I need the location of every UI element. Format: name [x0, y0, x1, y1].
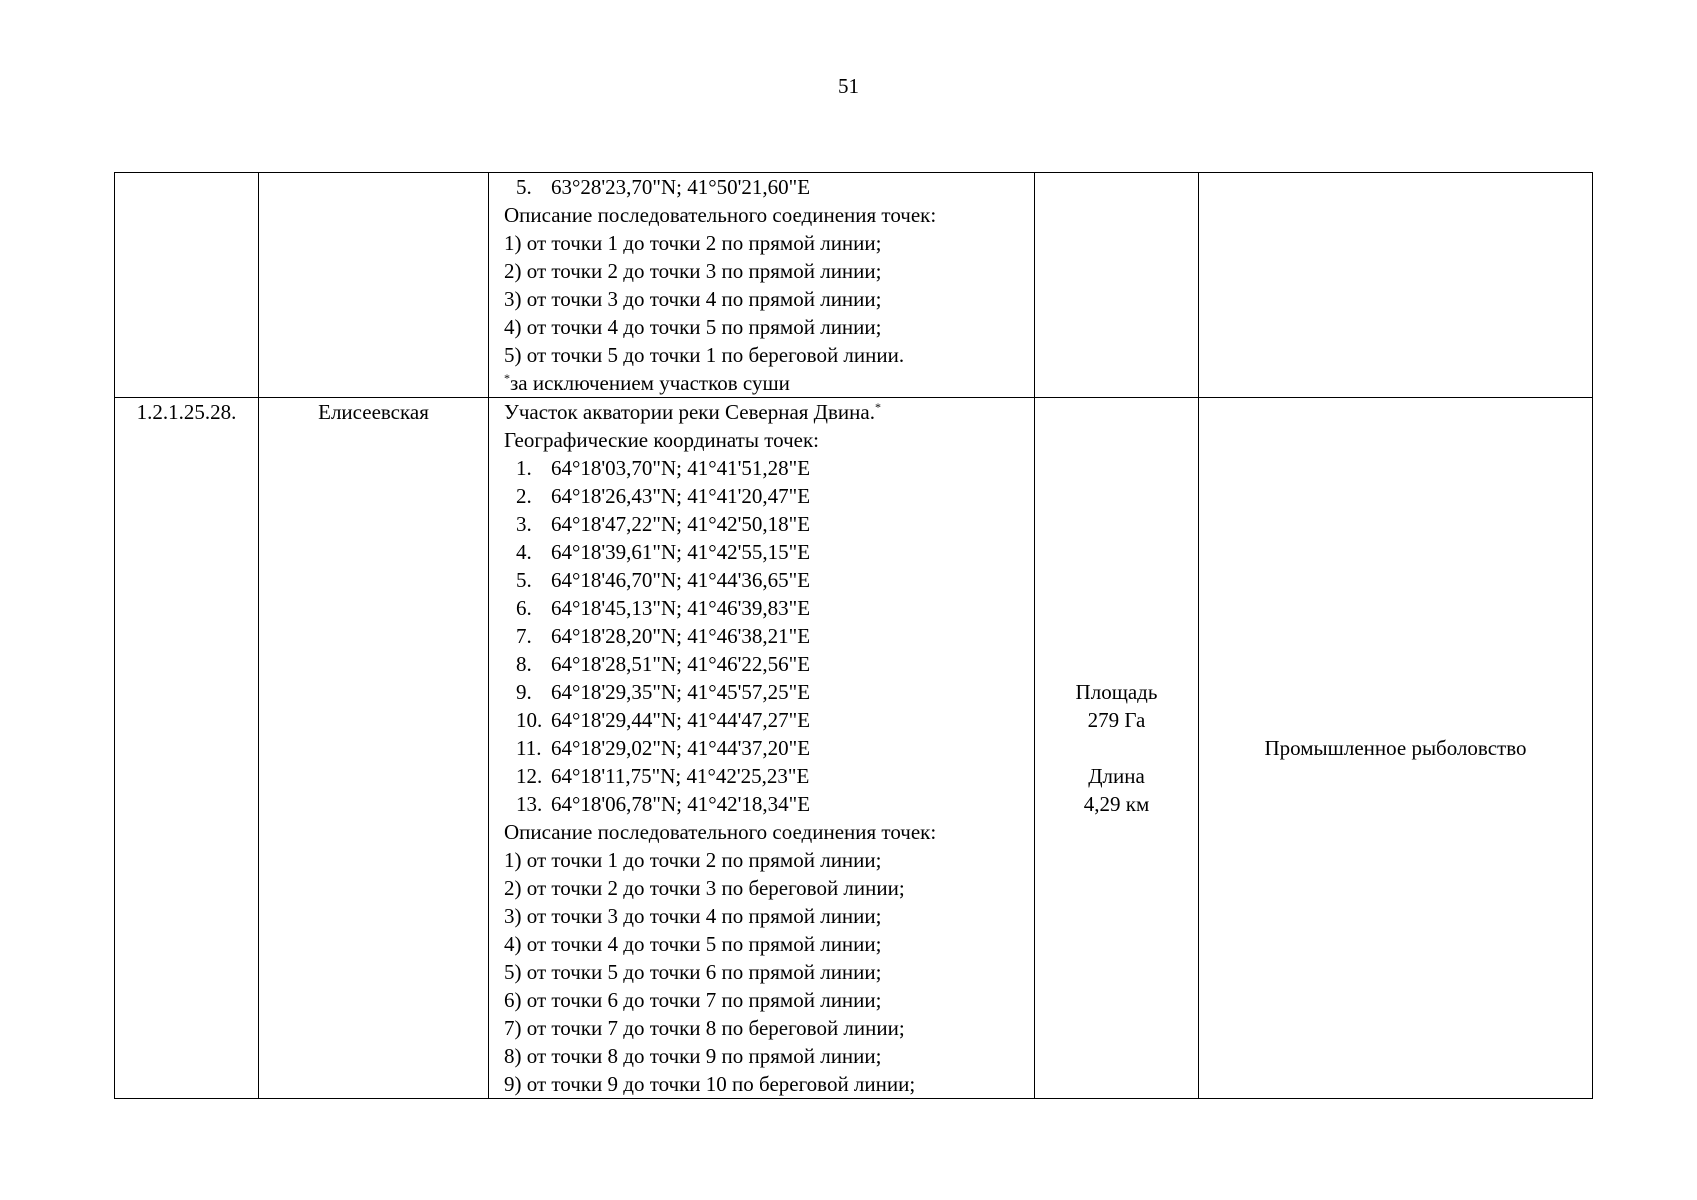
connection-line: 6) от точки 6 до точки 7 по прямой линии; [504, 988, 882, 1012]
area-label: Площадь [1075, 680, 1158, 704]
area-code: 1.2.1.25.28. [136, 400, 237, 424]
coordinate-line: 9. 64°18'29,35"N; 41°45'57,25"E [516, 680, 811, 704]
connection-line: 2) от точки 2 до точки 3 по береговой линии; [504, 876, 905, 900]
cell-name [259, 398, 489, 1099]
connection-line: 3) от точки 3 до точки 4 по прямой линии; [504, 287, 882, 311]
page-number: 51 [838, 74, 859, 98]
coordinate-line: 3. 64°18'47,22"N; 41°42'50,18"E [516, 512, 811, 536]
coordinate-list [489, 454, 1034, 818]
connection-line: 3) от точки 3 до точки 4 по прямой линии; [504, 904, 882, 928]
length-value: 4,29 км [1083, 792, 1150, 816]
coordinate-line: 2. 64°18'26,43"N; 41°41'20,47"E [516, 484, 811, 508]
connection-line: 5) от точки 5 до точки 6 по прямой линии; [504, 960, 882, 984]
cell-type [1199, 398, 1593, 1099]
footnote: *за исключением участков суши [504, 371, 790, 395]
cell-description [489, 173, 1035, 398]
description-title: Участок акватории реки Северная Двина.* [504, 400, 881, 424]
coordinate-line: 10. 64°18'29,44"N; 41°44'47,27"E [516, 708, 811, 732]
connection-line: 4) от точки 4 до точки 5 по прямой линии; [504, 315, 882, 339]
coordinate-line: 13. 64°18'06,78"N; 41°42'18,34"E [516, 792, 811, 816]
coordinate-line: 12. 64°18'11,75"N; 41°42'25,23"E [516, 764, 810, 788]
area-name: Елисеевская [318, 400, 429, 424]
connection-line: 2) от точки 2 до точки 3 по прямой линии; [504, 259, 882, 283]
connection-line: 1) от точки 1 до точки 2 по прямой линии; [504, 848, 882, 872]
coordinate-line: 8. 64°18'28,51"N; 41°46'22,56"E [516, 652, 811, 676]
connection-line: 5) от точки 5 до точки 1 по береговой линии. [504, 343, 905, 367]
coordinate-line: 5. 64°18'46,70"N; 41°44'36,65"E [516, 568, 811, 592]
connection-line: 1) от точки 1 до точки 2 по прямой линии; [504, 231, 882, 255]
connection-line: 7) от точки 7 до точки 8 по береговой линии; [504, 1016, 905, 1040]
table-row [115, 398, 1593, 1099]
fishing-type: Промышленное рыболовство [1264, 736, 1527, 760]
coordinate-line: 6. 64°18'45,13"N; 41°46'39,83"E [516, 596, 811, 620]
coords-header: Географические координаты точек: [504, 428, 819, 452]
connection-line: 9) от точки 9 до точки 10 по береговой линии; [504, 1072, 916, 1096]
connection-header: Описание последовательного соединения точек: [504, 203, 937, 227]
coordinate-line: 5. 63°28'23,70"N; 41°50'21,60"E [516, 175, 811, 199]
connection-header: Описание последовательного соединения точек: [504, 820, 937, 844]
connection-line: 8) от точки 8 до точки 9 по прямой линии; [504, 1044, 882, 1068]
table-row [115, 173, 1593, 398]
cell-area [1035, 398, 1199, 1099]
connection-line: 4) от точки 4 до точки 5 по прямой линии; [504, 932, 882, 956]
cell-area [1035, 173, 1199, 398]
cell-type [1199, 173, 1593, 398]
fishing-areas-table [114, 172, 1593, 1099]
cell-name [259, 173, 489, 398]
area-value: 279 Га [1087, 708, 1146, 732]
coordinate-line: 11. 64°18'29,02"N; 41°44'37,20"E [516, 736, 811, 760]
coordinate-line: 4. 64°18'39,61"N; 41°42'55,15"E [516, 540, 811, 564]
coordinate-line: 7. 64°18'28,20"N; 41°46'38,21"E [516, 624, 811, 648]
coordinate-line: 1. 64°18'03,70"N; 41°41'51,28"E [516, 456, 811, 480]
length-label: Длина [1088, 764, 1145, 788]
connection-list [489, 846, 1034, 1098]
cell-code [115, 398, 259, 1099]
cell-description [489, 398, 1035, 1099]
cell-code [115, 173, 259, 398]
